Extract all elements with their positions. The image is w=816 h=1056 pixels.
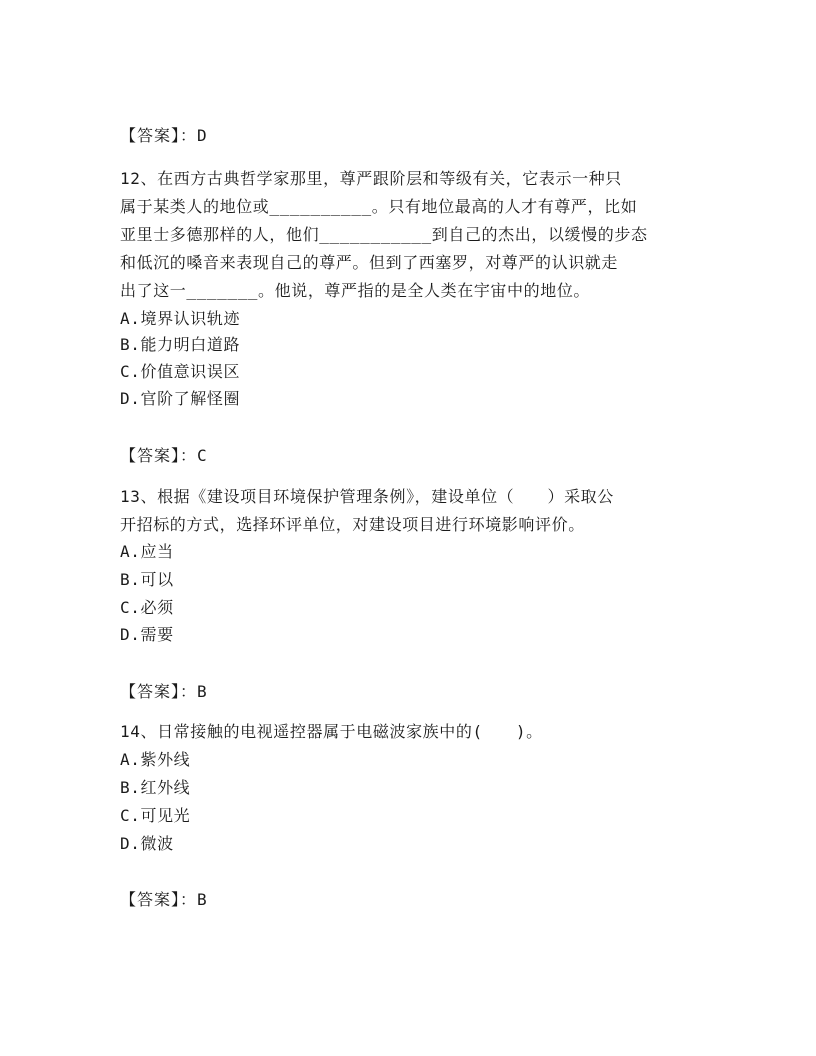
answer-line: 【答案】：B <box>120 682 208 701</box>
question-text-line: 开招标的方式，选择环评单位，对建设项目进行环境影响评价。 <box>120 515 585 534</box>
option-d: D.需要 <box>120 625 174 644</box>
answer-line: 【答案】：C <box>120 446 208 465</box>
option-c: C.必须 <box>120 598 174 617</box>
question-text-line: 和低沉的嗓音来表现自己的尊严。但到了西塞罗，对尊严的认识就走 <box>120 253 619 272</box>
answer-line: 【答案】：D <box>120 126 208 145</box>
option-b: B.红外线 <box>120 778 191 797</box>
option-a: A.境界认识轨迹 <box>120 309 241 328</box>
answer-line: 【答案】：B <box>120 890 208 909</box>
question-text-line: 13、根据《建设项目环境保护管理条例》，建设单位（ ）采取公 <box>120 487 614 506</box>
option-c: C.可见光 <box>120 806 191 825</box>
option-d: D.微波 <box>120 834 174 853</box>
question-text-line: 14、日常接触的电视遥控器属于电磁波家族中的( )。 <box>120 722 543 741</box>
option-b: B.能力明白道路 <box>120 335 241 354</box>
option-b: B.可以 <box>120 570 174 589</box>
option-a: A.应当 <box>120 542 174 561</box>
question-text-line: 12、在西方古典哲学家那里，尊严跟阶层和等级有关，它表示一种只 <box>120 169 622 188</box>
option-c: C.价值意识误区 <box>120 362 241 381</box>
option-d: D.官阶了解怪圈 <box>120 389 241 408</box>
question-text-line: 属于某类人的地位或__________。只有地位最高的人才有尊严，比如 <box>120 197 638 216</box>
question-text-line: 出了这一_______。他说，尊严指的是全人类在宇宙中的地位。 <box>120 281 591 300</box>
option-a: A.紫外线 <box>120 750 191 769</box>
document-page <box>120 0 696 1056</box>
question-text-line: 亚里士多德那样的人，他们___________到自己的杰出，以缓慢的步态 <box>120 225 648 244</box>
